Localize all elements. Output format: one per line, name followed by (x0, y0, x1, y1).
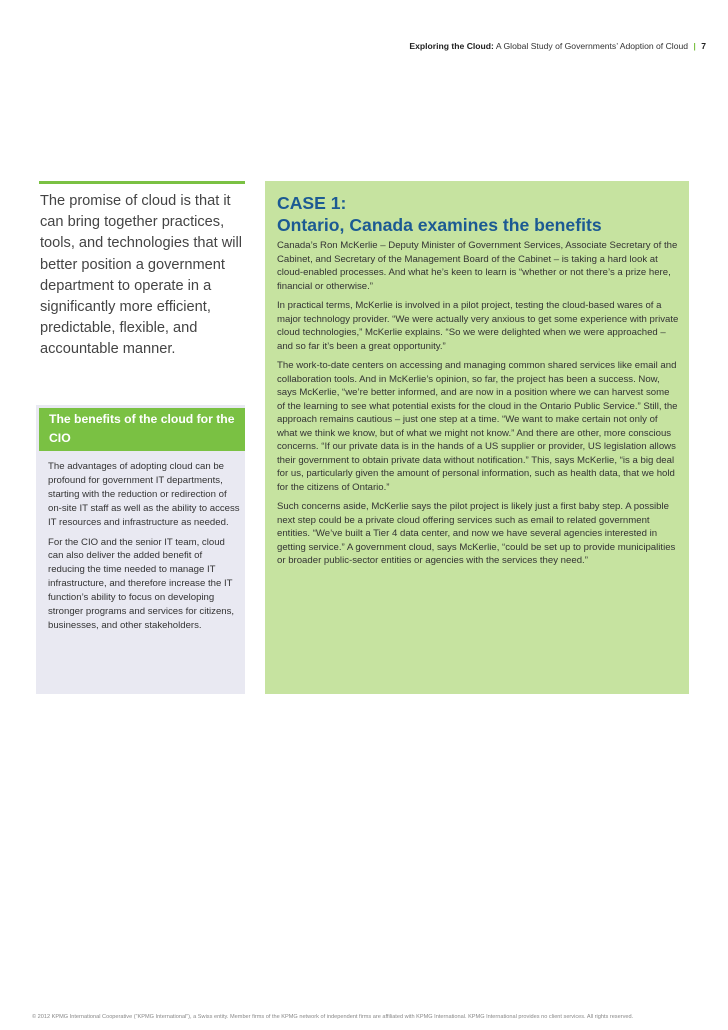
page-number: 7 (701, 41, 706, 51)
sidebar-paragraph: The advantages of adopting cloud can be profound for government IT departments, starting with the reduction or redirection of on-site IT staff as well as the ability to access IT resources and infrastructure as needed. (48, 461, 240, 528)
pull-quote-rule (39, 181, 245, 184)
case-study-heading (277, 193, 687, 236)
report-subtitle: A Global Study of Governments’ Adoption of Cloud (495, 41, 689, 51)
case-study-label: CASE 1: (277, 193, 347, 213)
case-paragraph: In practical terms, McKerlie is involved in a pilot project, testing the cloud-based wares of a major technology provider. “We were actually very anxious to get some experience with private cloud technologies,” McKerlie explains. “So we were delighted when we were approached – and so far it’s been a great opportunity.” (277, 300, 679, 352)
sidebar-paragraph: For the CIO and the senior IT team, cloud can also deliver the added benefit of reducing the time needed to manage IT infrastructure, and therefore increase the IT function’s ability to focus on developing stronger programs and services for citizens, businesses, and other stakeholders. (48, 536, 235, 631)
case-paragraph: Canada’s Ron McKerlie – Deputy Minister of Government Services, Associate Secretary of the Cabinet, and Secretary of the Management Board of the Cabinet – is taking a hard look at cloud-enabled processes. And what he’s keen to learn is “whether or not there’s a prize here, financial or otherwise.” (277, 240, 678, 292)
copyright-footer: © 2012 KPMG International Cooperative (“KPMG International”), a Swiss entity. Member firms of the KPMG network of independent firms are affiliated with KPMG International. KPMG International provides no client services. All rights reserved. (32, 1014, 634, 1020)
sidebar-title: The benefits of the cloud for the CIO (49, 412, 235, 445)
case-study-body (277, 239, 679, 574)
report-title: Exploring the Cloud: (409, 41, 494, 51)
header-separator: | (693, 41, 696, 51)
pull-quote: The promise of cloud is that it can bring together practices, tools, and technologies that will better position a government department to operate in a significantly more efficient, predictable, flexible, and accountable manner. (40, 193, 243, 358)
case-paragraph: Such concerns aside, McKerlie says the pilot project is likely just a first baby step. A possible next step could be a private cloud offering services such as email to related government entities. “We’ve built a Tier 4 data center, and now we have several agencies interested in getting service.” A government cloud, says McKerlie, “could be set up to provide municipalities or broader public-sector entities or agencies with the services they need.” (277, 501, 676, 566)
sidebar-body (48, 460, 240, 639)
case-study-title: Ontario, Canada examines the benefits (277, 214, 602, 235)
case-paragraph: The work-to-date centers on accessing and managing common shared services like email and collaboration tools. And in McKerlie’s opinion, so far, the project has been a success. Now, says McKerlie, “we’re better informed, and are now in a position where we can harvest some of the learning to see what potential exists for the cloud in the Ontario Public Service.” Still, the approach remains cautious – just one step at a time. “We want to make certain not only of what we think we know, but of what we might not know.” And there are other, more conscious concerns. “If our private data is in the hands of a US supplier or provider, US legislation allows their government to obtain private data without notification.” This, says McKerlie, “is a big deal for us, particularly given the amount of personal information, such as health data, that we hold for the citizens of Ontario.” (277, 360, 678, 493)
running-header (409, 41, 706, 51)
